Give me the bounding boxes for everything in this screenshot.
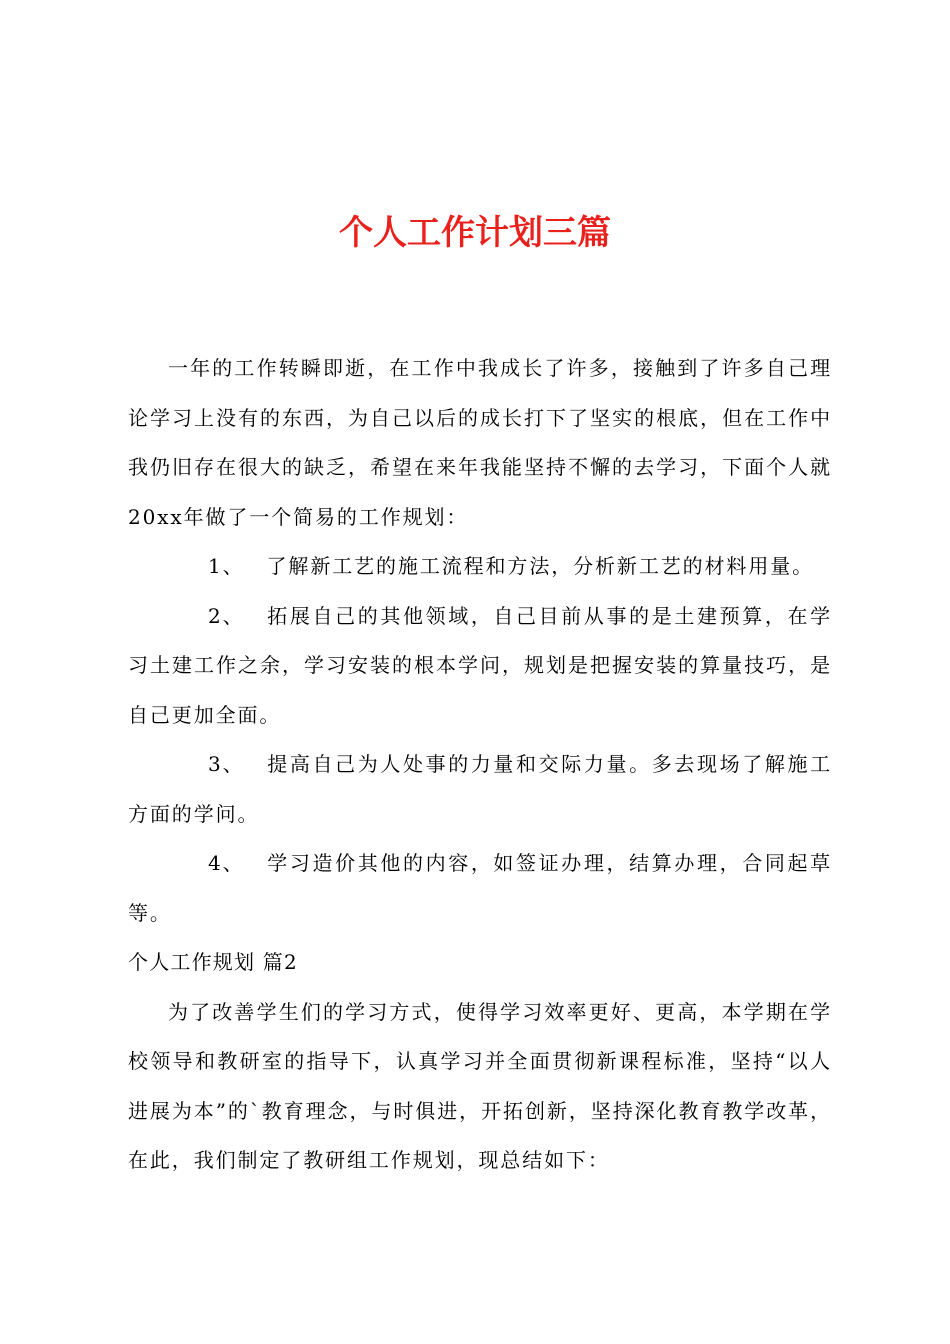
list-item-text: 学习造价其他的内容，如签证办理，结算办理，合同起草等。 xyxy=(128,851,832,925)
list-item-text: 拓展自己的其他领域，自己目前从事的是土建预算，在学习土建工作之余，学习安装的根本学问，规划是把握安装的算量技巧，是自己更加全面。 xyxy=(128,603,832,727)
list-item-2 xyxy=(128,592,832,741)
list-item-4 xyxy=(128,839,832,938)
document-body xyxy=(128,344,832,1186)
list-number: 3、 xyxy=(208,752,245,776)
list-number: 4、 xyxy=(208,851,245,875)
document-title: 个人工作计划三篇 xyxy=(339,213,611,253)
list-number: 1、 xyxy=(208,554,245,578)
section-2-paragraph: 为了改善学生们的学习方式，使得学习效率更好、更高，本学期在学校领导和教研室的指导下，认真学习并全面贯彻新课程标准，坚持“以人进展为本”的`教育理念，与时俱进，开拓创新，坚持深化教育教学改革，在此，我们制定了教研组工作规划，现总结如下： xyxy=(128,999,832,1172)
list-number: 2、 xyxy=(208,603,245,628)
list-item-3 xyxy=(128,740,832,839)
list-item-text: 了解新工艺的施工流程和方法，分析新工艺的材料用量。 xyxy=(266,554,815,578)
list-item-1 xyxy=(128,542,832,592)
section-2-heading: 个人工作规划 篇2 xyxy=(128,950,298,974)
list-item-text: 提高自己为人处事的力量和交际力量。多去现场了解施工方面的学问。 xyxy=(128,752,832,826)
intro-paragraph: 一年的工作转瞬即逝，在工作中我成长了许多，接触到了许多自己理论学习上没有的东西，为自己以后的成长打下了坚实的根底，但在工作中我仍旧存在很大的缺乏，希望在来年我能坚持不懈的去学习，下面个人就20xx年做了一个简易的工作规划： xyxy=(128,356,832,529)
